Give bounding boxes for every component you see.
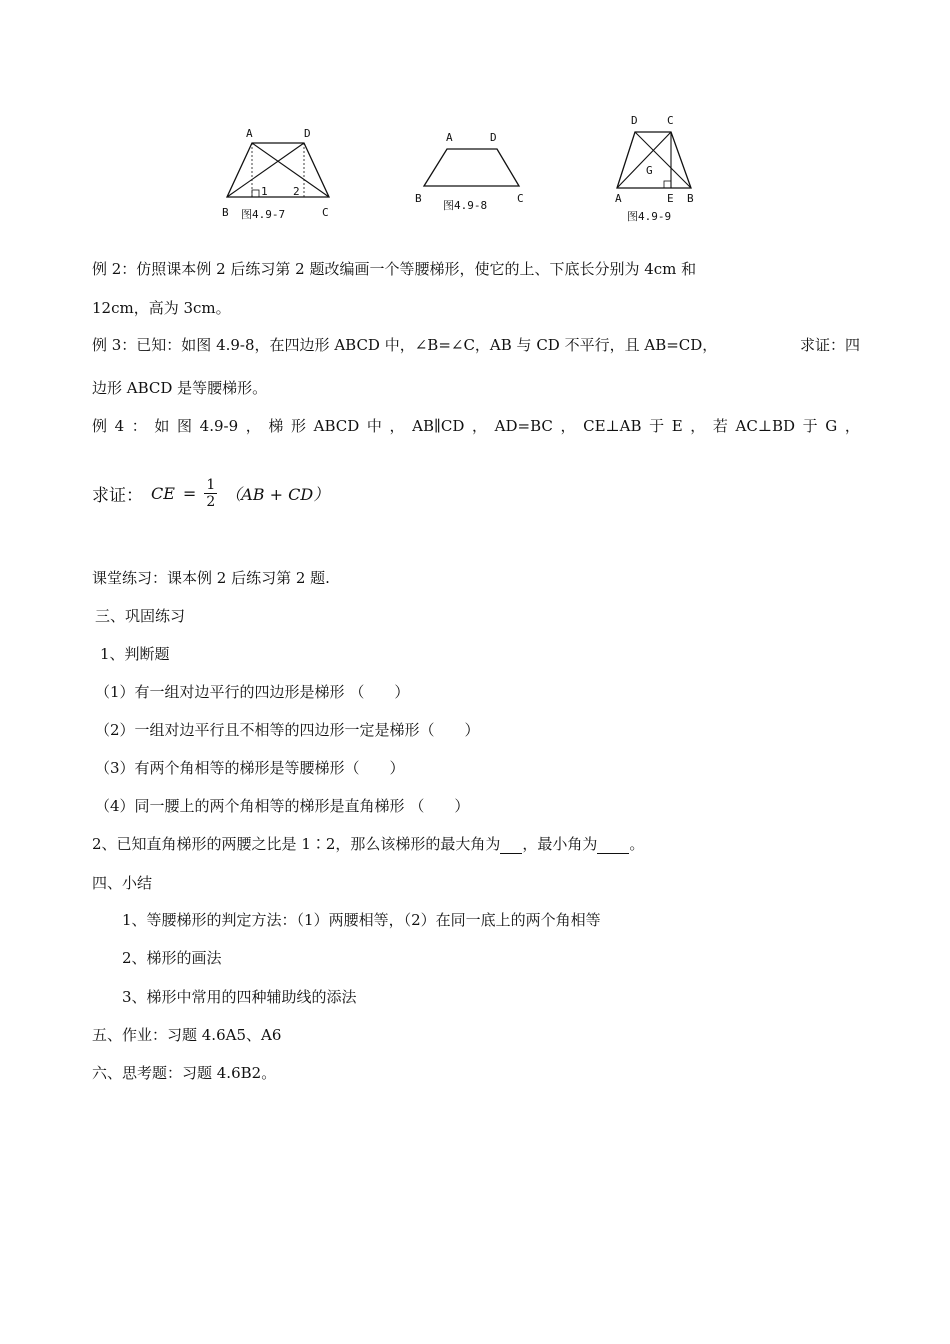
judgement-item-2: （2）一组对边平行且不相等的四边形一定是梯形（ ） — [95, 721, 480, 739]
fig9-caption: 图4.9-9 — [627, 210, 672, 223]
example-4-proof-formula — [92, 470, 329, 516]
proof-label: 求证： — [92, 485, 143, 506]
fig8-label-b: B — [415, 192, 422, 205]
section-3-sub-1: 1、判断题 — [100, 645, 170, 663]
ex4-token: E — [671, 417, 683, 435]
ex4-token: ， — [690, 417, 706, 435]
fig7-label-a: A — [246, 127, 253, 140]
formula-equals: = — [182, 483, 197, 503]
ex4-token: 于 — [649, 417, 665, 435]
fig9-label-c: C — [667, 114, 674, 127]
judgement-item-3: （3）有两个角相等的梯形是等腰梯形（ ） — [95, 759, 405, 777]
example-2-line-1: 例 2：仿照课本例 2 后练习第 2 题改编画一个等腰梯形，使它的上、下底长分别为 4cm 和 — [92, 260, 697, 278]
ex4-token: 例 — [92, 417, 108, 435]
fig8-label-a: A — [446, 131, 453, 144]
ex4-token: 如 — [154, 417, 170, 435]
example-3-prove-label: 求证：四 — [799, 336, 860, 354]
q2-text-part-3: 。 — [629, 835, 645, 853]
figure-4-9-7 — [215, 122, 340, 224]
fig9-label-a: A — [615, 192, 622, 205]
ex4-token: ， — [560, 417, 576, 435]
classwork-line: 课堂练习：课本例 2 后练习第 2 题. — [92, 569, 330, 587]
ex4-token: 若 — [712, 417, 728, 435]
ex4-token: ， — [472, 417, 488, 435]
ex4-token: ： — [131, 417, 147, 435]
q2-text-part-2: ，最小角为 — [522, 835, 598, 853]
judgement-item-4: （4）同一腰上的两个角相等的梯形是直角梯形 （ ） — [95, 797, 470, 815]
ex4-token: G — [825, 417, 838, 435]
section-5-homework: 五、作业：习题 4.6A5、A6 — [92, 1026, 282, 1044]
ex4-token: ABCD — [313, 417, 360, 435]
fig9-label-d: D — [631, 114, 638, 127]
formula-lhs: CE — [151, 483, 175, 503]
summary-item-3: 3、梯形中常用的四种辅助线的添法 — [122, 988, 357, 1006]
ex4-token: AC⊥BD — [735, 417, 795, 435]
judgement-item-1: （1）有一组对边平行的四边形是梯形 （ ） — [95, 683, 410, 701]
ex4-token: 4.9-9 — [199, 417, 239, 435]
fig7-label-d: D — [304, 127, 311, 140]
section-3-title: 三、巩固练习 — [95, 607, 186, 625]
answer-blank-largest-angle[interactable] — [500, 837, 522, 854]
q2-text-part-1: 2、已知直角梯形的两腰之比是 1∶2，那么该梯形的最大角为 — [92, 835, 501, 853]
example-3-line-1 — [92, 335, 860, 355]
figure-4-9-8 — [410, 128, 535, 218]
fraction-numerator: 1 — [206, 476, 216, 493]
ex4-token: ， — [245, 417, 261, 435]
example-2-line-2: 12cm，高为 3cm。 — [92, 299, 231, 317]
section-6-thinking-question: 六、思考题：习题 4.6B2。 — [92, 1064, 277, 1082]
fig8-label-c: C — [517, 192, 524, 205]
fig9-label-b: B — [687, 192, 694, 205]
ex4-token: 于 — [802, 417, 818, 435]
fig7-label-2: 2 — [293, 185, 300, 198]
example-4-line — [92, 416, 860, 436]
ex4-token: 中 — [366, 417, 382, 435]
figure-4-9-9 — [608, 110, 708, 230]
fig8-label-d: D — [490, 131, 497, 144]
fig9-label-g: G — [646, 164, 653, 177]
ex4-token: AD=BC — [494, 417, 553, 435]
ex4-token: 形 — [290, 417, 306, 435]
fig7-caption: 图4.9-7 — [241, 208, 286, 221]
formula-rhs: （AB + CD） — [225, 484, 330, 504]
fig7-label-b: B — [222, 206, 229, 219]
example-3-line-2: 边形 ABCD 是等腰梯形。 — [92, 379, 268, 397]
ex4-token: AB∥CD — [412, 417, 465, 435]
summary-item-1: 1、等腰梯形的判定方法：（1）两腰相等，（2）在同一底上的两个角相等 — [122, 911, 601, 929]
fig7-label-c: C — [322, 206, 329, 219]
answer-blank-smallest-angle[interactable] — [597, 837, 629, 854]
fig8-caption: 图4.9-8 — [443, 199, 488, 212]
example-3-given: 例 3：已知：如图 4.9-8，在四边形 ABCD 中，∠B=∠C，AB 与 CD 不平行，且 AB=CD， — [92, 336, 718, 354]
ex4-token: ， — [389, 417, 405, 435]
fig9-label-e: E — [667, 192, 674, 205]
ex4-token: 梯 — [268, 417, 284, 435]
ex4-token: CE⊥AB — [583, 417, 642, 435]
fraction-denominator: 2 — [206, 493, 216, 510]
ex4-token: 4 — [114, 417, 125, 435]
summary-item-2: 2、梯形的画法 — [122, 949, 222, 967]
section-4-title: 四、小结 — [92, 874, 153, 892]
fig7-label-1: 1 — [261, 185, 268, 198]
section-3-question-2 — [92, 834, 644, 854]
fraction-one-half — [204, 477, 217, 510]
ex4-token: ， — [844, 417, 860, 435]
ex4-token: 图 — [177, 417, 193, 435]
